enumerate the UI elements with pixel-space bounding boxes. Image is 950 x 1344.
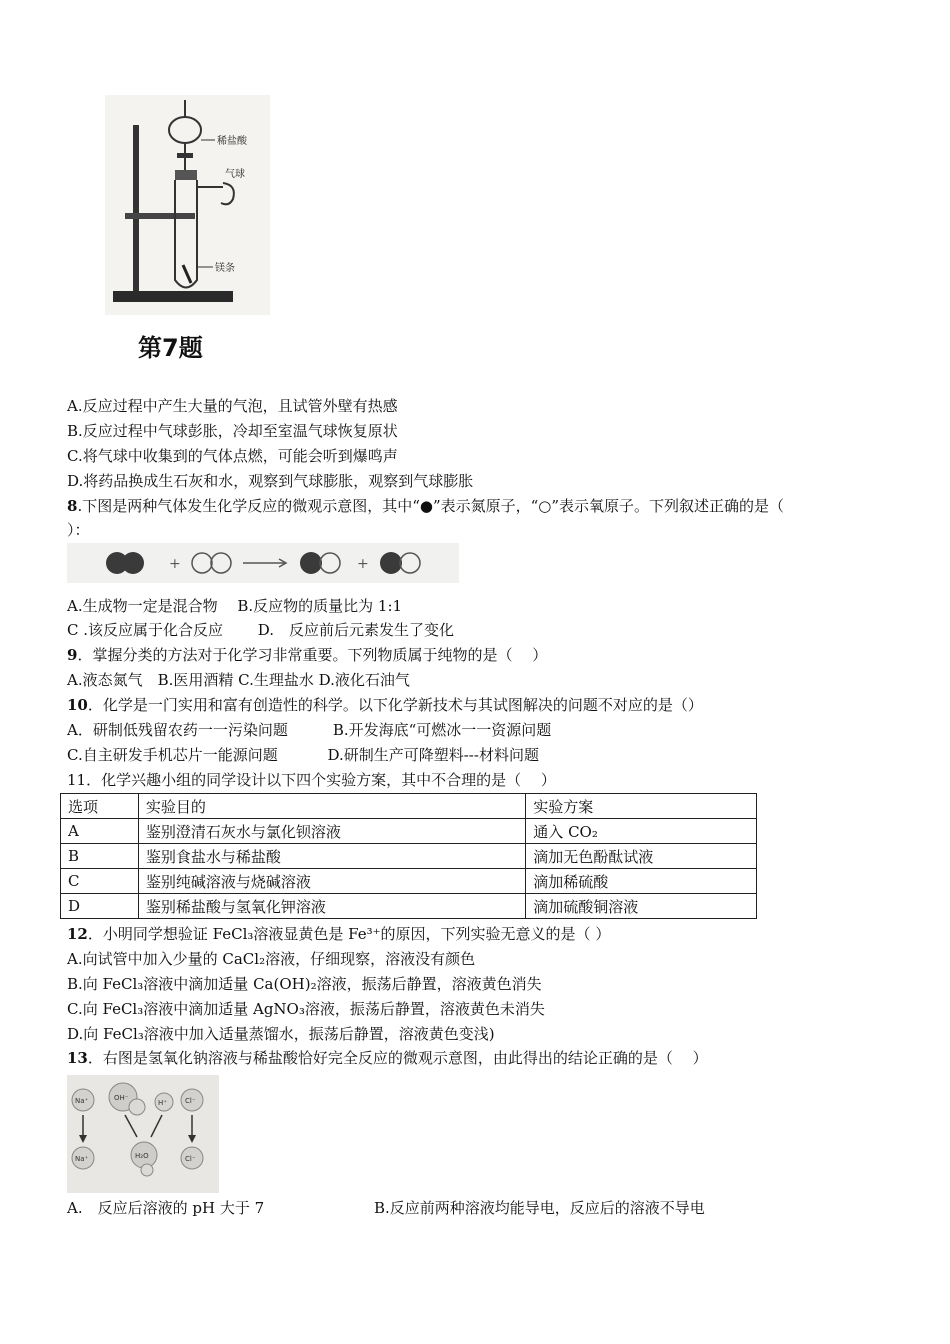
table-cell: D (61, 894, 139, 919)
q12-option-a: A.向试管中加入少量的 CaCl₂溶液，仔细现察，溶液没有颜色 (67, 950, 476, 968)
table-header-cell: 选项 (61, 794, 139, 819)
q12-stem (67, 924, 610, 944)
q13-number: 13 (67, 1049, 88, 1067)
apparatus-figure (105, 95, 270, 315)
table-row (61, 819, 757, 844)
q8-stem (67, 496, 784, 516)
q12-option-c: C.向 FeCl₃溶液中滴加适量 AgNO₃溶液，振荡后静置，溶液黄色未消失 (67, 1000, 545, 1018)
oh-ion-h (129, 1099, 145, 1115)
molecule-diagram (67, 543, 459, 583)
table-cell: B (61, 844, 139, 869)
cl-ion-label: Cl⁻ (185, 1097, 196, 1105)
oxygen-atom (192, 553, 212, 573)
na-ion-label: Na⁺ (75, 1097, 89, 1105)
q12-option-b: B.向 FeCl₃溶液中滴加适量 Ca(OH)₂溶液，振荡后静置，溶液黄色消失 (67, 975, 542, 993)
q10-stem-text: ．化学是一门实用和富有创造性的科学。以下化学新技术与其试图解决的问题不对应的是（） (87, 696, 703, 714)
water-molecule-h (141, 1164, 153, 1176)
oxygen-atom (320, 553, 340, 573)
q8-stem-cont: ）： (67, 521, 90, 539)
q12-stem-text: ．小明同学想验证 FeCl₃溶液显黄色是 Fe³⁺的原因，下列实验无意义的是（ ） (87, 925, 611, 943)
table-cell: C (61, 869, 139, 894)
nitrogen-atom (380, 552, 402, 574)
q7-option-c: C.将气球中收集到的气体点燃，可能会听到爆鸣声 (67, 447, 398, 465)
table-cell: 滴加稀硫酸 (526, 869, 757, 894)
label-acid: 稀盐酸 (217, 136, 247, 147)
table-header-cell: 实验目的 (138, 794, 525, 819)
water-molecule-label: H₂O (135, 1152, 149, 1160)
q12-option-d: D.向 FeCl₃溶液中加入适量蒸馏水，振荡后静置，溶液黄色变浅) (67, 1025, 495, 1043)
nitrogen-atom (122, 552, 144, 574)
nitrogen-atom (300, 552, 322, 574)
q11-table (60, 793, 757, 919)
q9-stem-text: ．掌握分类的方法对于化学习非常重要。下列物质属于纯物的是（ ） (77, 646, 548, 664)
figure7-caption: 第7题 (138, 334, 203, 362)
q7-option-a: A.反应过程中产生大量的气泡，且试管外壁有热感 (67, 397, 398, 415)
q9-options: A.液态氮气 B.医用酒精 C.生理盐水 D.液化石油气 (67, 671, 410, 689)
table-cell: 鉴别稀盐酸与氢氧化钾溶液 (138, 894, 525, 919)
h-ion-label: H⁺ (158, 1099, 167, 1107)
label-balloon: 气球 (225, 169, 245, 180)
table-cell: 滴加硫酸铜溶液 (526, 894, 757, 919)
q8-options-cd: C .该反应属于化合反应 D. 反应前后元素发生了变化 (67, 621, 455, 639)
neutralization-diagram (67, 1075, 219, 1193)
q13-option-b: B.反应前两种溶液均能导电，反应后的溶液不导电 (374, 1199, 705, 1217)
label-metal: 镁条 (215, 263, 235, 274)
cl-ion-label: Cl⁻ (185, 1155, 196, 1163)
na-ion-label: Na⁺ (75, 1155, 89, 1163)
q8-options-ab: A.生成物一定是混合物 B.反应物的质量比为 1:1 (67, 597, 403, 615)
q11-stem: 11．化学兴趣小组的同学设计以下四个实验方案，其中不合理的是（ ） (67, 771, 556, 789)
stand-rod (133, 125, 139, 295)
table-header-row (61, 794, 757, 819)
table-row (61, 869, 757, 894)
q13-stem (67, 1048, 708, 1068)
q10-stem (67, 695, 703, 715)
q10-options-ab: A．研制低残留农药一一污染问题 B.开发海底“可燃冰一一资源问题 (67, 721, 552, 739)
q10-options-cd: C.自主研发手机芯片一能源问题 D.研制生产可降塑料---材料问题 (67, 746, 539, 764)
oh-ion-label: OH⁻ (114, 1094, 129, 1102)
q13-stem-text: ．右图是氢氧化钠溶液与稀盐酸恰好完全反应的微观示意图，由此得出的结论正确的是（ ） (87, 1049, 708, 1067)
q12-number: 12 (67, 925, 88, 943)
plus-sign: + (169, 556, 181, 572)
q7-option-b: B.反应过程中气球彭胀，冷却至室温气球恢复原状 (67, 422, 398, 440)
q9-stem (67, 645, 547, 665)
table-cell: A (61, 819, 139, 844)
table-cell: 鉴别澄清石灰水与氯化钡溶液 (138, 819, 525, 844)
q13-option-a: A. 反应后溶液的 pH 大于 7 (67, 1199, 265, 1217)
table-cell: 通入 CO₂ (526, 819, 757, 844)
q10-number: 10 (67, 696, 88, 714)
oxygen-atom (400, 553, 420, 573)
oxygen-atom (211, 553, 231, 573)
stand-base (113, 291, 233, 302)
table-cell: 滴加无色酚酞试液 (526, 844, 757, 869)
q9-number: 9 (67, 646, 78, 664)
q8-number: 8 (67, 497, 78, 515)
q8-stem-text: .下图是两种气体发生化学反应的微观示意图，其中“●”表示氮原子，“○”表示氧原子。下列叙述正确的是（ (77, 497, 785, 515)
q7-option-d: D.将药品换成生石灰和水，观察到气球膨胀，观察到气球膨胀 (67, 472, 474, 490)
clamp (125, 213, 195, 219)
table-header-cell: 实验方案 (526, 794, 757, 819)
table-cell: 鉴别食盐水与稀盐酸 (138, 844, 525, 869)
table-row (61, 844, 757, 869)
plus-sign: + (357, 556, 369, 572)
table-row (61, 894, 757, 919)
table-cell: 鉴别纯碱溶液与烧碱溶液 (138, 869, 525, 894)
